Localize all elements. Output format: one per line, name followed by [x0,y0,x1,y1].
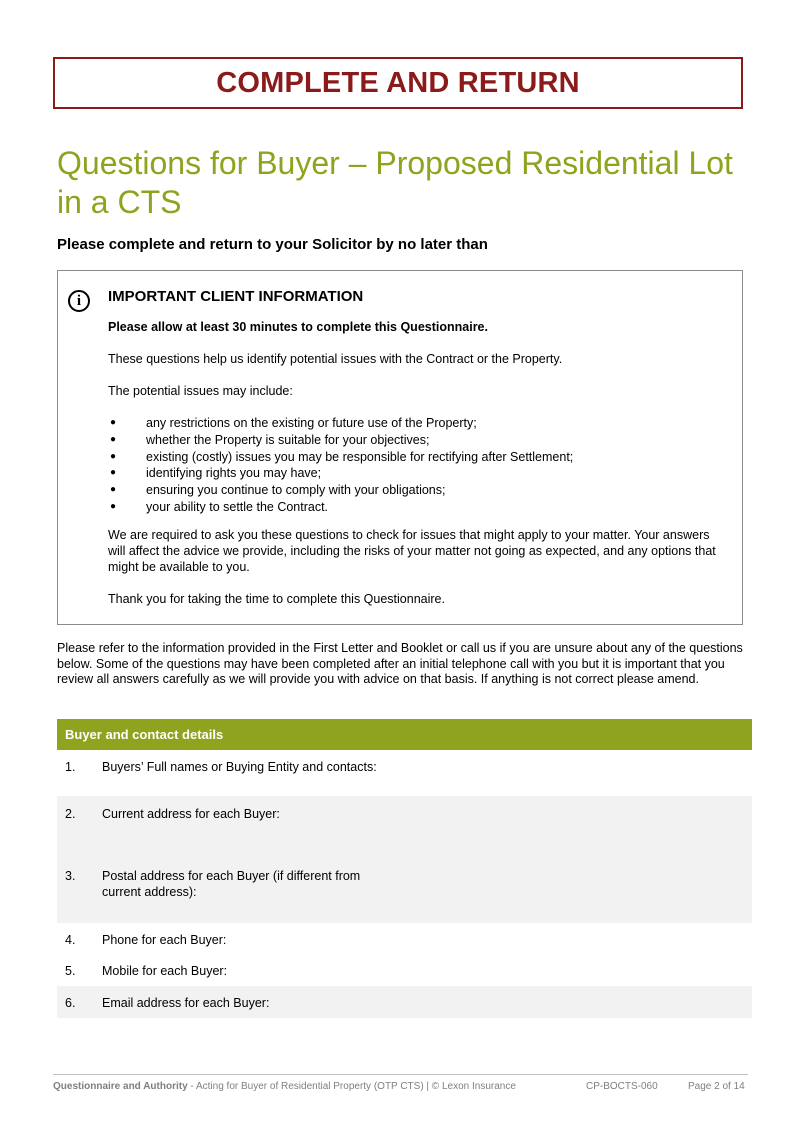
page-title: Questions for Buyer – Proposed Residential Lot in a CTS [57,145,733,220]
footer-divider [53,1074,748,1075]
bullet-icon: ● [110,484,117,496]
list-item-text: existing (costly) issues you may be responsible for rectifying after Settlement; [146,449,574,464]
time-notice: Please allow at least 30 minutes to complete this Questionnaire. [108,320,488,334]
question-text: Postal address for each Buyer (if different from current address): [102,869,361,899]
question-text: Buyers’ Full names or Buying Entity and contacts: [102,760,377,774]
footer-document-code: CP-BOCTS-060 [586,1081,658,1092]
question-text: Mobile for each Buyer: [102,964,228,978]
complete-and-return-banner [53,57,743,109]
question-number: 5. [65,964,76,978]
question-number: 2. [65,807,76,821]
question-row-5 [57,954,752,986]
info-content [108,289,728,623]
question-row-1 [57,750,752,796]
question-row-4 [57,923,752,954]
info-circle-icon: i [68,290,90,312]
bullet-icon: ● [110,467,117,479]
footer-document-description: - Acting for Buyer of Residential Property (OTP CTS) | © Lexon Insurance [187,1081,516,1092]
question-number: 4. [65,933,76,947]
question-row-2-3 [57,796,752,923]
footer-document-info [53,1081,516,1092]
list-item-text: any restrictions on the existing or future use of the Property; [146,416,477,430]
list-item [108,415,728,431]
question-number: 3. [65,869,76,883]
question-row-6 [57,986,752,1018]
list-item-text: your ability to settle the Contract. [146,499,329,514]
return-instruction: Please complete and return to your Solicitor by no later than [57,236,488,253]
info-paragraph-3: We are required to ask you these questions to check for issues that might apply to your matter. Your answers will affect the advice we provide, including the risks of your matter not going as expected, and any options that might be available to you. [108,527,716,574]
info-paragraph-4: Thank you for taking the time to complete this Questionnaire. [108,591,445,606]
question-number: 6. [65,996,76,1010]
info-heading: IMPORTANT CLIENT INFORMATION [108,288,364,305]
important-information-box [57,270,743,625]
list-item [108,482,728,498]
question-text: Email address for each Buyer: [102,996,270,1010]
list-item [108,465,728,481]
bullet-icon: ● [110,417,117,428]
question-text: Current address for each Buyer: [102,807,280,821]
bullet-icon: ● [110,450,117,462]
list-item [108,499,728,515]
info-paragraph-2: The potential issues may include: [108,384,293,398]
list-item-text: ensuring you continue to comply with your obligations; [146,483,446,498]
list-item [108,432,728,448]
potential-issues-list [108,415,728,515]
question-text: Phone for each Buyer: [102,933,227,947]
section-header-buyer-details: Buyer and contact details [57,719,752,750]
list-item-text: identifying rights you may have; [146,466,322,481]
footer-document-name: Questionnaire and Authority [53,1081,188,1092]
list-item [108,449,728,465]
bullet-icon: ● [110,500,117,512]
question-number: 1. [65,760,76,774]
banner-text: COMPLETE AND RETURN [216,66,580,99]
footer-page-number: Page 2 of 14 [688,1081,745,1092]
list-item-text: whether the Property is suitable for your objectives; [146,432,430,447]
info-paragraph-1: These questions help us identify potential issues with the Contract or the Property. [108,352,563,366]
refer-paragraph: Please refer to the information provided in the First Letter and Booklet or call us if you are unsure about any of the questions below. Some of the questions may have been completed after an initial telephone call with you but it is important that you review all answers carefully as we will provide you with advice on that basis. If anything is not correct please amend. [57,641,743,686]
bullet-icon: ● [110,433,117,445]
